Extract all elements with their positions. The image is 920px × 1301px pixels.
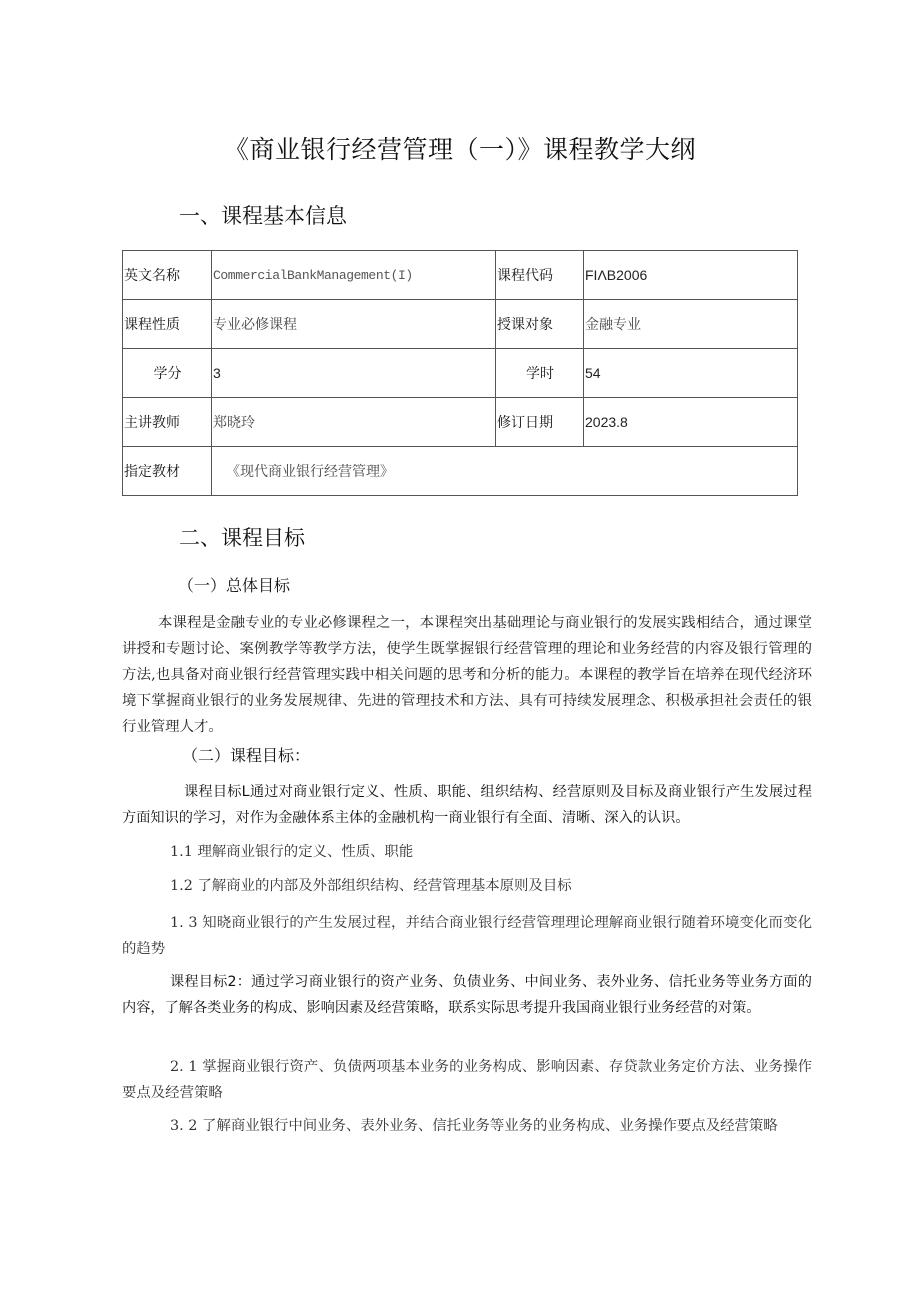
table-row [123,251,798,300]
table-value: 专业必修课程 [212,300,496,349]
overall-objective-paragraph: 本课程是金融专业的专业必修课程之一，本课程突出基础理论与商业银行的发展实践相结合，通过课堂讲授和专题讨论、案例教学等教学方法，使学生既掌握银行经营管理的理论和业务经营的内容及银行管理的方法,也具备对商业银行经营管理实践中相关问题的思考和分析的能力。本课程的教学旨在培养在现代经济环境下掌握商业银行的业务发展规律、先进的管理技术和方法、具有可持续发展理念、积极承担社会责任的银行业管理人才。 [122,615,812,735]
table-value: 54 [584,349,798,398]
subsection-heading-course-objectives: （二）课程目标： [182,746,311,765]
table-value: 2023.8 [584,398,798,447]
table-row [123,398,798,447]
table-row [123,300,798,349]
table-label: 学时 [496,349,584,398]
table-value: 《现代商业银行经营管理》 [212,447,798,496]
table-label: 修订日期 [496,398,584,447]
table-label: 指定教材 [123,447,212,496]
section-heading-basic-info: 一、课程基本信息 [179,204,347,228]
course-info-table [122,250,798,496]
table-value: 金融专业 [584,300,798,349]
table-row [123,349,798,398]
objective-item-2-1: 2. 1 掌握商业银行资产、负债两项基本业务的业务构成、影响因素、存贷款业务定价方法、业务操作要点及经营策略 [122,1059,812,1101]
course-objective-1: 课程目标L通过对商业银行定义、性质、职能、组织结构、经营原则及目标及商业银行产生发展过程方面知识的学习，对作为金融体系主体的金融机构一商业银行有全面、清晰、深入的认识。 [122,784,812,826]
table-value: FIΛB2006 [584,251,798,300]
table-label: 主讲教师 [123,398,212,447]
objective-item-1-2: 1.2 了解商业的内部及外部组织结构、经营管理基本原则及目标 [170,878,572,894]
document-title: 《商业银行经营管理（一）》课程教学大纲 [223,135,696,164]
objective-item-1-1: 1.1 理解商业银行的定义、性质、职能 [170,844,414,860]
table-label: 英文名称 [123,251,212,300]
table-label: 课程代码 [496,251,584,300]
table-row [123,447,798,496]
table-value: 3 [212,349,496,398]
table-value: CommercialBankManagement(I) [212,251,496,300]
objective-item-2-2: 3. 2 了解商业银行中间业务、表外业务、信托业务等业务的业务构成、业务操作要点及经营策略 [170,1118,778,1134]
course-objective-2: 课程目标2：通过学习商业银行的资产业务、负债业务、中间业务、表外业务、信托业务等业务方面的内容，了解各类业务的构成、影响因素及经营策略，联系实际思考提升我国商业银行业务经营的对策。 [122,974,812,1016]
objective-item-1-3: 1. 3 知晓商业银行的产生发展过程，并结合商业银行经营管理理论理解商业银行随着环境变化而变化的趋势 [122,915,812,957]
subsection-heading-overall: （一）总体目标 [178,576,291,595]
section-heading-objectives: 二、课程目标 [179,526,305,550]
table-value: 郑晓玲 [212,398,496,447]
table-label: 课程性质 [123,300,212,349]
table-label: 授课对象 [496,300,584,349]
table-label: 学分 [123,349,212,398]
